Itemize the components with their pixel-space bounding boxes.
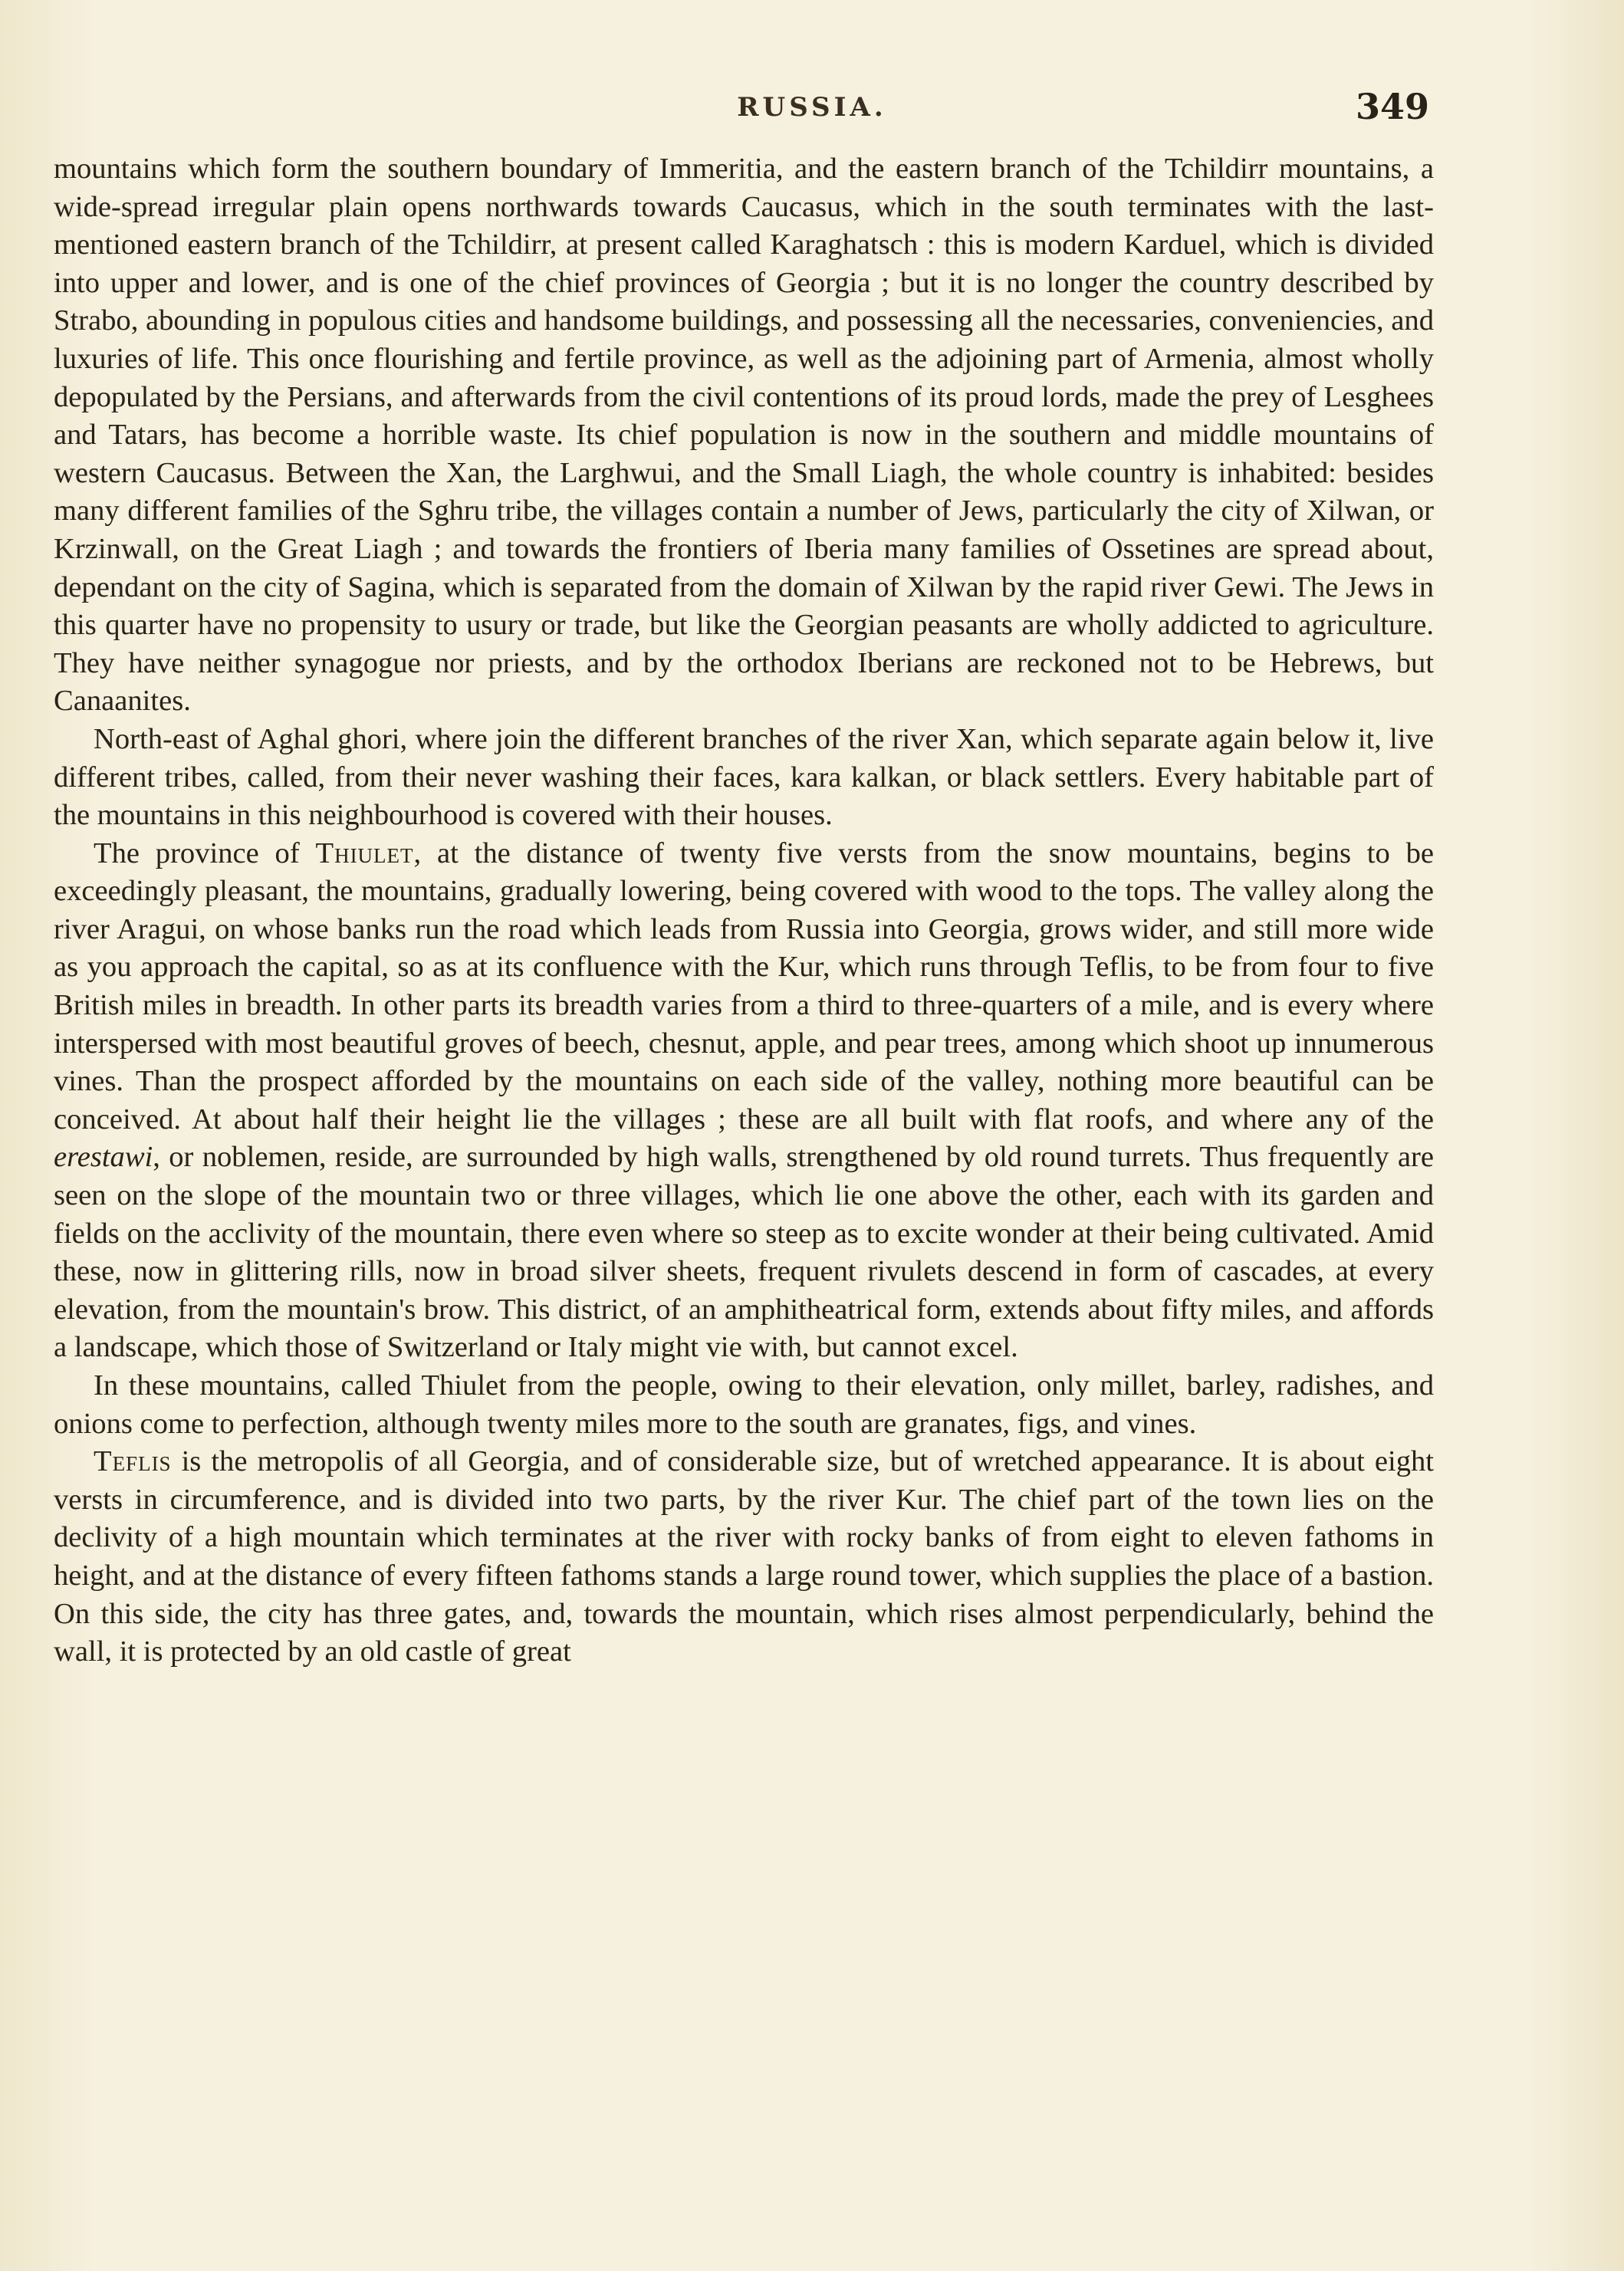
province-name-thiulet: Thiulet <box>315 836 414 869</box>
text-segment: , at the distance of twenty five versts from the snow mountains, begins to be exceedingly pleasant, the mountains, gradually lowering, being covered with wood to the tops. The valley along the river Aragui, on whose banks run the road which leads from Russia into Georgia, grows wider, and still more wide as you approach the capital, so as at its confluence with the Kur, which runs through Teflis, to be from four to five British miles in breadth. In other parts its breadth varies from a third to three-quarters of a mile, and is every where interspersed with most beautiful groves of beech, chesnut, apple, and pear trees, among which shoot up innumerous vines. Than the prospect afforded by the mountains on each side of the valley, nothing more beautiful can be conceived. At about half their height lie the villages ; these are all built with flat roofs, and where any of the <box>54 836 1435 1136</box>
text-segment: North-east of Aghal ghori, where join the different branches of the river Xan, which separate again below it, live different tribes, called, from their never washing their faces, kara kalkan, or black settlers. Every habitable part of the mountains in this neighbourhood is covered with their houses. <box>54 722 1434 832</box>
paragraph <box>54 721 1434 835</box>
paragraph <box>54 1367 1434 1443</box>
paragraph <box>54 150 1434 721</box>
paragraph <box>54 1443 1434 1671</box>
running-head: RUSSIA. <box>737 92 887 123</box>
body-text <box>54 150 1434 1671</box>
page-header <box>0 86 1624 140</box>
text-segment: , or noblemen, reside, are surrounded by high walls, strengthened by old round turrets. Thus frequently are seen on the slope of the mountain two or three villages, which lie one above the other, each with its garden and fields on the acclivity of the mountain, there even where so steep as to excite wonder at their being cultivated. Amid these, now in glittering rills, now in broad silver sheets, frequent rivulets descend in form of cascades, at every elevation, from the mountain's brow. This district, of an amphitheatrical form, extends about fifty miles, and affords a landscape, which those of Switzerland or Italy might vie with, but cannot excel. <box>54 1141 1434 1364</box>
paragraph <box>54 835 1434 1367</box>
text-segment: is the metropolis of all Georgia, and of considerable size, but of wretched appearance. It is about eight versts in circumference, and is divided into two parts, by the river Kur. The chief part of the town lies on the declivity of a high mountain which terminates at the river with rocky banks of from eight to eleven fathoms in height, and at the distance of every fifteen fathoms stands a large round tower, which supplies the place of a bastion. On this side, the city has three gates, and, towards the mountain, which rises almost perpendicularly, behind the wall, it is protected by an old castle of great <box>54 1445 1434 1668</box>
city-name-teflis: Teflis <box>94 1445 172 1478</box>
italic-term-erestawi: erestawi <box>54 1141 153 1174</box>
text-segment: The province of <box>94 836 316 869</box>
page-number: 349 <box>1355 86 1429 127</box>
text-segment: In these mountains, called Thiulet from the people, owing to their elevation, only millet, barley, radishes, and onions come to perfection, although twenty miles more to the south are granates, figs, and vines. <box>54 1369 1434 1440</box>
text-segment: mountains which form the southern boundary of Immeritia, and the eastern branch of the Tchildirr mountains, a wide-spread irregular plain opens northwards towards Caucasus, which in the south terminates with the last-mentioned eastern branch of the Tchildirr, at present called Karaghatsch : this is modern Karduel, which is divided into upper and lower, and is one of the chief provinces of Georgia ; but it is no longer the country described by Strabo, abounding in populous cities and handsome buildings, and possessing all the necessaries, conveniencies, and luxuries of life. This once flourishing and fertile province, as well as the adjoining part of Armenia, almost wholly depopulated by the Persians, and afterwards from the civil contentions of its proud lords, made the prey of Lesghees and Tatars, has become a horrible waste. Its chief population is now in the southern and middle mountains of western Caucasus. Between the Xan, the Larghwui, and the Small Liagh, the whole country is inhabited: besides many different families of the Sghru tribe, the villages contain a number of Jews, particularly the city of Xilwan, or Krzinwall, on the Great Liagh ; and towards the frontiers of Iberia many families of Ossetines are spread about, dependant on the city of Sagina, which is separated from the domain of Xilwan by the rapid river Gewi. The Jews in this quarter have no propensity to usury or trade, but like the Georgian peasants are wholly addicted to agriculture. They have neither synagogue nor priests, and by the orthodox Iberians are reckoned not to be Hebrews, but Canaanites. <box>54 153 1434 718</box>
